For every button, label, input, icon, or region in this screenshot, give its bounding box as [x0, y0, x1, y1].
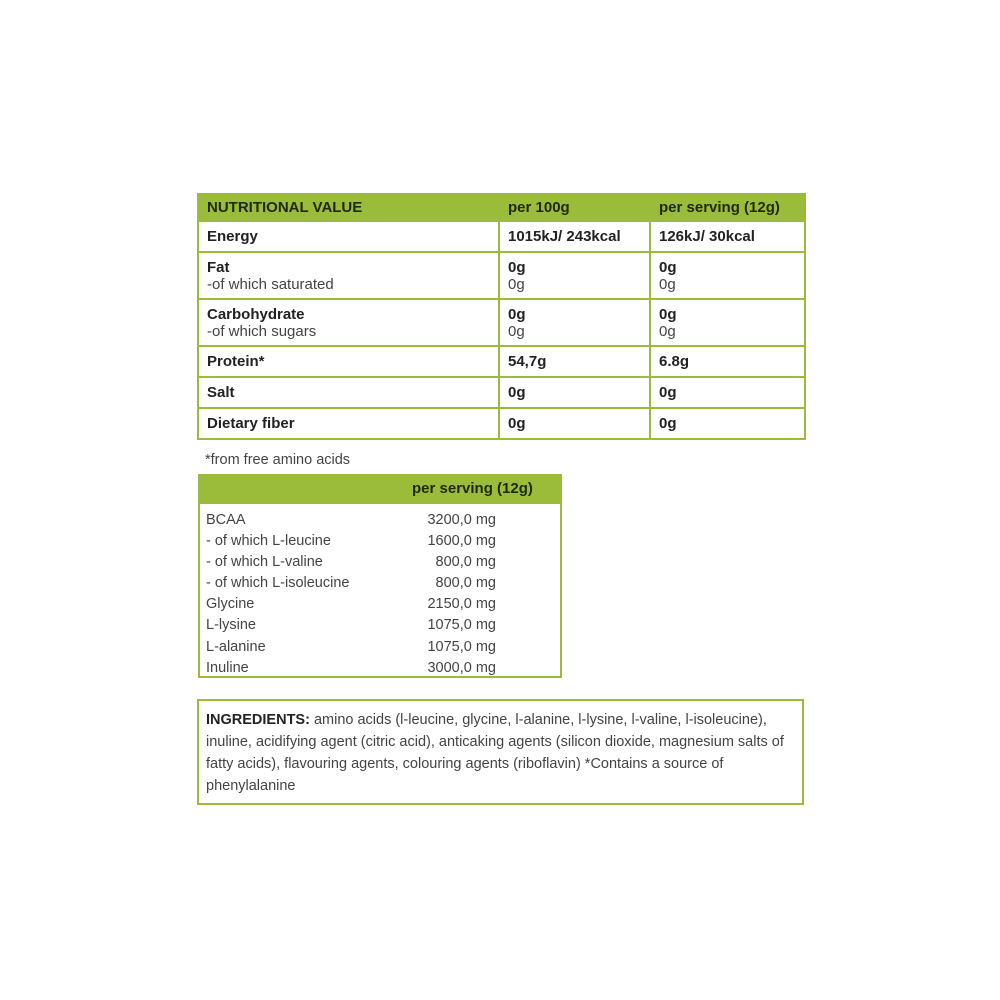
fiber-serving: 0g	[650, 408, 805, 439]
table-row-protein	[198, 346, 805, 377]
list-item	[206, 531, 556, 552]
nutrition-table	[197, 193, 806, 440]
list-item	[206, 510, 556, 531]
carb-per100-sub: 0g	[508, 322, 525, 340]
protein-serving: 6.8g	[650, 346, 805, 377]
amino-list	[206, 510, 556, 679]
amino-name: Inuline	[206, 659, 249, 676]
carb-sub-label: -of which sugars	[207, 322, 317, 340]
amino-value: 1075,0 mg	[427, 638, 496, 655]
protein-label: Protein*	[198, 346, 499, 377]
table-row-fat	[198, 252, 805, 299]
fat-label: Fat	[207, 258, 230, 276]
amino-value: 800,0 mg	[435, 575, 496, 592]
amino-name: - of which L-leucine	[206, 533, 331, 550]
fat-serving-sub: 0g	[659, 275, 676, 293]
list-item	[206, 552, 556, 573]
list-item	[206, 573, 556, 594]
fiber-label: Dietary fiber	[198, 408, 499, 439]
ingredients-text: amino acids (l-leucine, glycine, l-alanine, l-lysine, l-valine, l-isoleucine), inuline, acidifying agent (citric acid), anticaking agents (silicon dioxide, magnesium salts of fatty acids), flavouring agents, colouring agents (riboflavin) *Contains a source of phenylalanine	[206, 712, 784, 794]
fiber-per100: 0g	[499, 408, 650, 439]
amino-value: 1600,0 mg	[427, 533, 496, 550]
amino-acid-box	[198, 474, 562, 678]
amino-name: Glycine	[206, 596, 255, 613]
amino-name: L-alanine	[206, 638, 266, 655]
header-nutritional-value: NUTRITIONAL VALUE	[198, 194, 499, 221]
fat-serving: 0g	[659, 258, 677, 276]
carb-serving-sub: 0g	[659, 322, 676, 340]
carb-per100-cell	[499, 299, 650, 346]
amino-name: BCAA	[206, 512, 246, 528]
list-item	[206, 658, 556, 679]
fat-per100: 0g	[508, 258, 526, 276]
ingredients-box	[197, 699, 804, 805]
fat-per100-sub: 0g	[508, 275, 525, 293]
carb-serving-cell	[650, 299, 805, 346]
fat-serving-cell	[650, 252, 805, 299]
ingredients-label: INGREDIENTS:	[206, 712, 310, 728]
protein-footnote: *from free amino acids	[205, 452, 351, 468]
amino-value: 1075,0 mg	[427, 617, 496, 634]
fat-cell	[198, 252, 499, 299]
table-row-carbohydrate	[198, 299, 805, 346]
nutrition-header-row	[198, 194, 805, 221]
energy-label: Energy	[198, 221, 499, 252]
amino-name: - of which L-isoleucine	[206, 575, 350, 592]
table-row-dietary-fiber	[198, 408, 805, 439]
fat-per100-cell	[499, 252, 650, 299]
amino-name: - of which L-valine	[206, 554, 323, 571]
table-row-energy	[198, 221, 805, 252]
fat-sub-label: -of which saturated	[207, 275, 334, 293]
list-item	[206, 637, 556, 658]
amino-header-label: per serving (12g)	[412, 480, 533, 497]
list-item	[206, 594, 556, 615]
energy-serving: 126kJ/ 30kcal	[650, 221, 805, 252]
list-item	[206, 615, 556, 636]
salt-serving: 0g	[650, 377, 805, 408]
amino-name: L-lysine	[206, 617, 256, 634]
amino-value: 3200,0 mg	[427, 512, 496, 528]
amino-value: 3000,0 mg	[427, 659, 496, 676]
header-per-100g: per 100g	[499, 194, 650, 221]
carb-label: Carbohydrate	[207, 305, 305, 323]
carb-per100: 0g	[508, 305, 526, 323]
amino-value: 2150,0 mg	[427, 596, 496, 613]
salt-per100: 0g	[499, 377, 650, 408]
carb-serving: 0g	[659, 305, 677, 323]
amino-header-bar	[200, 476, 560, 504]
amino-value: 800,0 mg	[435, 554, 496, 571]
protein-per100: 54,7g	[499, 346, 650, 377]
table-row-salt	[198, 377, 805, 408]
energy-per100: 1015kJ/ 243kcal	[499, 221, 650, 252]
carb-cell	[198, 299, 499, 346]
salt-label: Salt	[198, 377, 499, 408]
header-per-serving: per serving (12g)	[650, 194, 805, 221]
